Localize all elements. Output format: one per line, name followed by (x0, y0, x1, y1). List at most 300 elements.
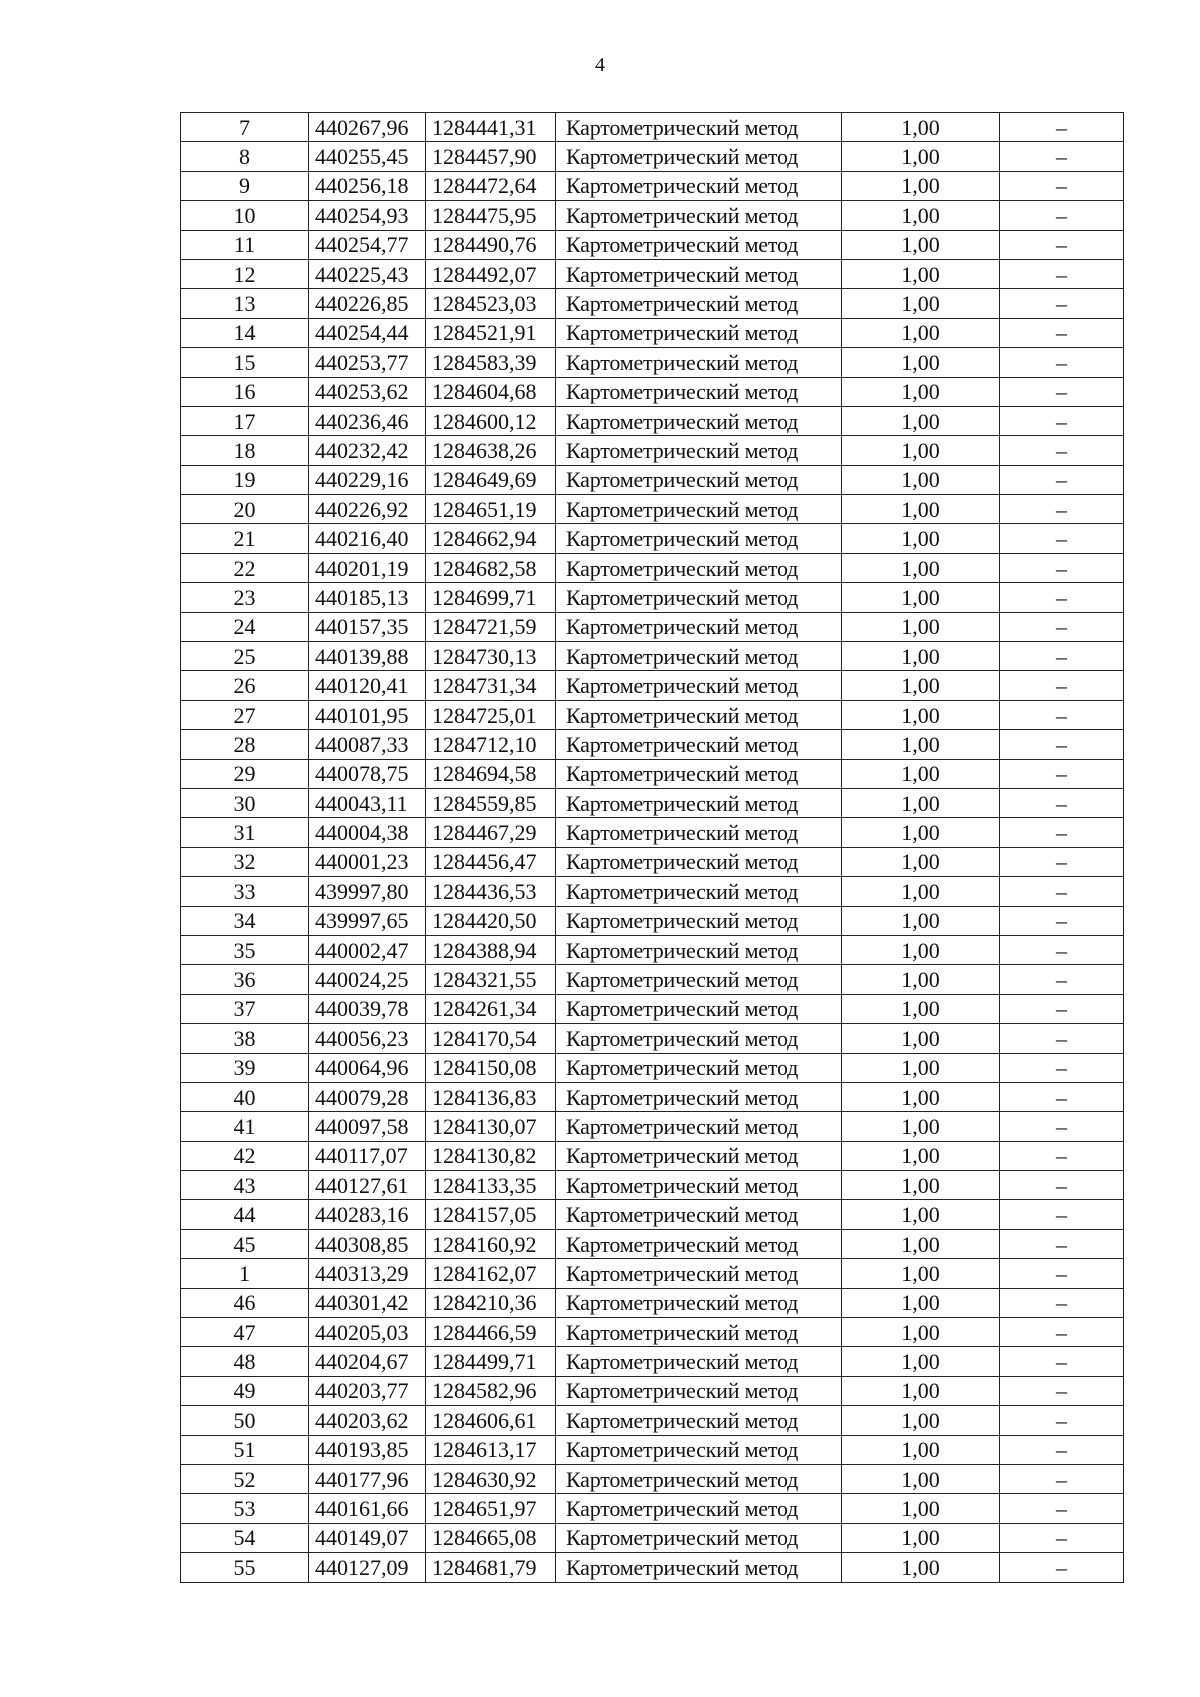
description-cell: – (1000, 994, 1124, 1023)
x-coordinate-cell: 440079,28 (309, 1082, 426, 1111)
method-cell: Картометрический метод (556, 348, 842, 377)
y-coordinate-cell: 1284600,12 (426, 406, 556, 435)
table-row (181, 377, 1124, 406)
point-number-cell: 28 (181, 730, 309, 759)
table-row (181, 1553, 1124, 1582)
y-coordinate-cell: 1284681,79 (426, 1553, 556, 1582)
x-coordinate-cell: 440139,88 (309, 642, 426, 671)
point-number-cell: 50 (181, 1406, 309, 1435)
accuracy-cell: 1,00 (842, 1347, 1000, 1376)
table-row (181, 142, 1124, 171)
point-number-cell: 29 (181, 759, 309, 788)
table-row (181, 935, 1124, 964)
y-coordinate-cell: 1284606,61 (426, 1406, 556, 1435)
description-cell: – (1000, 1494, 1124, 1523)
method-cell: Картометрический метод (556, 965, 842, 994)
table-row (181, 348, 1124, 377)
x-coordinate-cell: 440161,66 (309, 1494, 426, 1523)
y-coordinate-cell: 1284492,07 (426, 259, 556, 288)
table-row (181, 1082, 1124, 1111)
point-number-cell: 48 (181, 1347, 309, 1376)
x-coordinate-cell: 440232,42 (309, 436, 426, 465)
y-coordinate-cell: 1284682,58 (426, 553, 556, 582)
method-cell: Картометрический метод (556, 877, 842, 906)
point-number-cell: 49 (181, 1376, 309, 1405)
point-number-cell: 54 (181, 1523, 309, 1552)
point-number-cell: 21 (181, 524, 309, 553)
description-cell: – (1000, 1376, 1124, 1405)
accuracy-cell: 1,00 (842, 1464, 1000, 1493)
x-coordinate-cell: 440253,62 (309, 377, 426, 406)
x-coordinate-cell: 440149,07 (309, 1523, 426, 1552)
method-cell: Картометрический метод (556, 730, 842, 759)
point-number-cell: 31 (181, 818, 309, 847)
table-row (181, 1318, 1124, 1347)
method-cell: Картометрический метод (556, 230, 842, 259)
point-number-cell: 27 (181, 700, 309, 729)
method-cell: Картометрический метод (556, 700, 842, 729)
point-number-cell: 26 (181, 671, 309, 700)
x-coordinate-cell: 440024,25 (309, 965, 426, 994)
x-coordinate-cell: 440313,29 (309, 1259, 426, 1288)
y-coordinate-cell: 1284130,07 (426, 1112, 556, 1141)
description-cell: – (1000, 818, 1124, 847)
y-coordinate-cell: 1284261,34 (426, 994, 556, 1023)
description-cell: – (1000, 289, 1124, 318)
point-number-cell: 53 (181, 1494, 309, 1523)
description-cell: – (1000, 642, 1124, 671)
table-row (181, 583, 1124, 612)
y-coordinate-cell: 1284456,47 (426, 847, 556, 876)
y-coordinate-cell: 1284523,03 (426, 289, 556, 318)
method-cell: Картометрический метод (556, 259, 842, 288)
x-coordinate-cell: 440117,07 (309, 1141, 426, 1170)
method-cell: Картометрический метод (556, 759, 842, 788)
point-number-cell: 33 (181, 877, 309, 906)
accuracy-cell: 1,00 (842, 1523, 1000, 1552)
point-number-cell: 44 (181, 1200, 309, 1229)
description-cell: – (1000, 436, 1124, 465)
table-row (181, 1435, 1124, 1464)
accuracy-cell: 1,00 (842, 1024, 1000, 1053)
description-cell: – (1000, 788, 1124, 817)
point-number-cell: 36 (181, 965, 309, 994)
method-cell: Картометрический метод (556, 1406, 842, 1435)
method-cell: Картометрический метод (556, 1200, 842, 1229)
x-coordinate-cell: 440226,85 (309, 289, 426, 318)
y-coordinate-cell: 1284162,07 (426, 1259, 556, 1288)
x-coordinate-cell: 440002,47 (309, 935, 426, 964)
method-cell: Картометрический метод (556, 994, 842, 1023)
accuracy-cell: 1,00 (842, 965, 1000, 994)
description-cell: – (1000, 1024, 1124, 1053)
description-cell: – (1000, 495, 1124, 524)
description-cell: – (1000, 1288, 1124, 1317)
point-number-cell: 55 (181, 1553, 309, 1582)
y-coordinate-cell: 1284130,82 (426, 1141, 556, 1170)
table-row (181, 994, 1124, 1023)
method-cell: Картометрический метод (556, 171, 842, 200)
accuracy-cell: 1,00 (842, 583, 1000, 612)
y-coordinate-cell: 1284136,83 (426, 1082, 556, 1111)
y-coordinate-cell: 1284721,59 (426, 612, 556, 641)
table-row (181, 759, 1124, 788)
method-cell: Картометрический метод (556, 906, 842, 935)
x-coordinate-cell: 440120,41 (309, 671, 426, 700)
accuracy-cell: 1,00 (842, 259, 1000, 288)
x-coordinate-cell: 440127,61 (309, 1171, 426, 1200)
accuracy-cell: 1,00 (842, 1435, 1000, 1464)
method-cell: Картометрический метод (556, 553, 842, 582)
description-cell: – (1000, 1259, 1124, 1288)
point-number-cell: 23 (181, 583, 309, 612)
method-cell: Картометрический метод (556, 377, 842, 406)
accuracy-cell: 1,00 (842, 906, 1000, 935)
method-cell: Картометрический метод (556, 1376, 842, 1405)
accuracy-cell: 1,00 (842, 436, 1000, 465)
point-number-cell: 37 (181, 994, 309, 1023)
table-row (181, 1259, 1124, 1288)
accuracy-cell: 1,00 (842, 847, 1000, 876)
y-coordinate-cell: 1284583,39 (426, 348, 556, 377)
x-coordinate-cell: 440001,23 (309, 847, 426, 876)
description-cell: – (1000, 935, 1124, 964)
accuracy-cell: 1,00 (842, 1053, 1000, 1082)
description-cell: – (1000, 700, 1124, 729)
y-coordinate-cell: 1284475,95 (426, 201, 556, 230)
point-number-cell: 16 (181, 377, 309, 406)
y-coordinate-cell: 1284630,92 (426, 1464, 556, 1493)
point-number-cell: 46 (181, 1288, 309, 1317)
y-coordinate-cell: 1284210,36 (426, 1288, 556, 1317)
method-cell: Картометрический метод (556, 583, 842, 612)
y-coordinate-cell: 1284730,13 (426, 642, 556, 671)
method-cell: Картометрический метод (556, 524, 842, 553)
method-cell: Картометрический метод (556, 436, 842, 465)
description-cell: – (1000, 1435, 1124, 1464)
table-row (181, 906, 1124, 935)
table-row (181, 553, 1124, 582)
table-row (181, 171, 1124, 200)
x-coordinate-cell: 440254,77 (309, 230, 426, 259)
point-number-cell: 1 (181, 1259, 309, 1288)
point-number-cell: 12 (181, 259, 309, 288)
y-coordinate-cell: 1284694,58 (426, 759, 556, 788)
x-coordinate-cell: 440201,19 (309, 553, 426, 582)
accuracy-cell: 1,00 (842, 994, 1000, 1023)
method-cell: Картометрический метод (556, 788, 842, 817)
y-coordinate-cell: 1284170,54 (426, 1024, 556, 1053)
accuracy-cell: 1,00 (842, 788, 1000, 817)
y-coordinate-cell: 1284604,68 (426, 377, 556, 406)
table-row (181, 1141, 1124, 1170)
method-cell: Картометрический метод (556, 1141, 842, 1170)
point-number-cell: 19 (181, 465, 309, 494)
method-cell: Картометрический метод (556, 1435, 842, 1464)
method-cell: Картометрический метод (556, 671, 842, 700)
description-cell: – (1000, 1229, 1124, 1258)
table-row (181, 700, 1124, 729)
method-cell: Картометрический метод (556, 201, 842, 230)
table-row (181, 818, 1124, 847)
method-cell: Картометрический метод (556, 935, 842, 964)
table-row (181, 1024, 1124, 1053)
accuracy-cell: 1,00 (842, 1112, 1000, 1141)
description-cell: – (1000, 759, 1124, 788)
accuracy-cell: 1,00 (842, 1259, 1000, 1288)
description-cell: – (1000, 1082, 1124, 1111)
description-cell: – (1000, 1523, 1124, 1552)
y-coordinate-cell: 1284467,29 (426, 818, 556, 847)
accuracy-cell: 1,00 (842, 201, 1000, 230)
table-row (181, 1112, 1124, 1141)
table-row (181, 289, 1124, 318)
accuracy-cell: 1,00 (842, 1229, 1000, 1258)
y-coordinate-cell: 1284662,94 (426, 524, 556, 553)
point-number-cell: 9 (181, 171, 309, 200)
table-row (181, 1376, 1124, 1405)
y-coordinate-cell: 1284638,26 (426, 436, 556, 465)
method-cell: Картометрический метод (556, 642, 842, 671)
x-coordinate-cell: 440078,75 (309, 759, 426, 788)
point-number-cell: 13 (181, 289, 309, 318)
x-coordinate-cell: 440157,35 (309, 612, 426, 641)
y-coordinate-cell: 1284388,94 (426, 935, 556, 964)
accuracy-cell: 1,00 (842, 524, 1000, 553)
method-cell: Картометрический метод (556, 1288, 842, 1317)
x-coordinate-cell: 440226,92 (309, 495, 426, 524)
table-row (181, 201, 1124, 230)
accuracy-cell: 1,00 (842, 877, 1000, 906)
y-coordinate-cell: 1284559,85 (426, 788, 556, 817)
point-number-cell: 10 (181, 201, 309, 230)
description-cell: – (1000, 465, 1124, 494)
accuracy-cell: 1,00 (842, 1082, 1000, 1111)
x-coordinate-cell: 440203,77 (309, 1376, 426, 1405)
x-coordinate-cell: 440254,93 (309, 201, 426, 230)
method-cell: Картометрический метод (556, 847, 842, 876)
accuracy-cell: 1,00 (842, 113, 1000, 142)
x-coordinate-cell: 440229,16 (309, 465, 426, 494)
x-coordinate-cell: 440205,03 (309, 1318, 426, 1347)
x-coordinate-cell: 440004,38 (309, 818, 426, 847)
accuracy-cell: 1,00 (842, 818, 1000, 847)
point-number-cell: 42 (181, 1141, 309, 1170)
description-cell: – (1000, 877, 1124, 906)
y-coordinate-cell: 1284150,08 (426, 1053, 556, 1082)
table-row (181, 730, 1124, 759)
accuracy-cell: 1,00 (842, 1200, 1000, 1229)
point-number-cell: 51 (181, 1435, 309, 1464)
table-row (181, 642, 1124, 671)
y-coordinate-cell: 1284441,31 (426, 113, 556, 142)
table-row (181, 1171, 1124, 1200)
y-coordinate-cell: 1284712,10 (426, 730, 556, 759)
description-cell: – (1000, 1200, 1124, 1229)
point-number-cell: 32 (181, 847, 309, 876)
accuracy-cell: 1,00 (842, 671, 1000, 700)
point-number-cell: 18 (181, 436, 309, 465)
description-cell: – (1000, 906, 1124, 935)
accuracy-cell: 1,00 (842, 1494, 1000, 1523)
table-row (181, 1229, 1124, 1258)
table-row (181, 1406, 1124, 1435)
point-number-cell: 25 (181, 642, 309, 671)
x-coordinate-cell: 440185,13 (309, 583, 426, 612)
accuracy-cell: 1,00 (842, 730, 1000, 759)
method-cell: Картометрический метод (556, 818, 842, 847)
method-cell: Картометрический метод (556, 1259, 842, 1288)
description-cell: – (1000, 142, 1124, 171)
table-row (181, 259, 1124, 288)
x-coordinate-cell: 439997,65 (309, 906, 426, 935)
point-number-cell: 11 (181, 230, 309, 259)
point-number-cell: 24 (181, 612, 309, 641)
table-row (181, 788, 1124, 817)
y-coordinate-cell: 1284160,92 (426, 1229, 556, 1258)
x-coordinate-cell: 440253,77 (309, 348, 426, 377)
accuracy-cell: 1,00 (842, 1318, 1000, 1347)
x-coordinate-cell: 440043,11 (309, 788, 426, 817)
point-number-cell: 15 (181, 348, 309, 377)
accuracy-cell: 1,00 (842, 759, 1000, 788)
x-coordinate-cell: 440056,23 (309, 1024, 426, 1053)
table-row (181, 1288, 1124, 1317)
table-row (181, 230, 1124, 259)
table-row (181, 524, 1124, 553)
point-number-cell: 38 (181, 1024, 309, 1053)
method-cell: Картометрический метод (556, 1553, 842, 1582)
method-cell: Картометрический метод (556, 318, 842, 347)
point-number-cell: 34 (181, 906, 309, 935)
accuracy-cell: 1,00 (842, 1288, 1000, 1317)
x-coordinate-cell: 440216,40 (309, 524, 426, 553)
method-cell: Картометрический метод (556, 142, 842, 171)
description-cell: – (1000, 1553, 1124, 1582)
table-row (181, 965, 1124, 994)
x-coordinate-cell: 440203,62 (309, 1406, 426, 1435)
point-number-cell: 30 (181, 788, 309, 817)
table-row (181, 1200, 1124, 1229)
description-cell: – (1000, 847, 1124, 876)
table-row (181, 406, 1124, 435)
point-number-cell: 47 (181, 1318, 309, 1347)
accuracy-cell: 1,00 (842, 289, 1000, 318)
coordinates-table-body (181, 113, 1124, 1583)
accuracy-cell: 1,00 (842, 377, 1000, 406)
method-cell: Картометрический метод (556, 406, 842, 435)
point-number-cell: 41 (181, 1112, 309, 1141)
x-coordinate-cell: 440283,16 (309, 1200, 426, 1229)
method-cell: Картометрический метод (556, 612, 842, 641)
accuracy-cell: 1,00 (842, 495, 1000, 524)
point-number-cell: 39 (181, 1053, 309, 1082)
table-row (181, 1464, 1124, 1493)
description-cell: – (1000, 1318, 1124, 1347)
x-coordinate-cell: 439997,80 (309, 877, 426, 906)
point-number-cell: 40 (181, 1082, 309, 1111)
point-number-cell: 22 (181, 553, 309, 582)
method-cell: Картометрический метод (556, 1464, 842, 1493)
y-coordinate-cell: 1284490,76 (426, 230, 556, 259)
y-coordinate-cell: 1284582,96 (426, 1376, 556, 1405)
method-cell: Картометрический метод (556, 1523, 842, 1552)
x-coordinate-cell: 440087,33 (309, 730, 426, 759)
method-cell: Картометрический метод (556, 465, 842, 494)
point-number-cell: 14 (181, 318, 309, 347)
accuracy-cell: 1,00 (842, 1141, 1000, 1170)
y-coordinate-cell: 1284420,50 (426, 906, 556, 935)
description-cell: – (1000, 1053, 1124, 1082)
method-cell: Картометрический метод (556, 495, 842, 524)
accuracy-cell: 1,00 (842, 700, 1000, 729)
point-number-cell: 45 (181, 1229, 309, 1258)
x-coordinate-cell: 440236,46 (309, 406, 426, 435)
y-coordinate-cell: 1284613,17 (426, 1435, 556, 1464)
description-cell: – (1000, 1464, 1124, 1493)
x-coordinate-cell: 440256,18 (309, 171, 426, 200)
table-row (181, 318, 1124, 347)
x-coordinate-cell: 440101,95 (309, 700, 426, 729)
table-row (181, 436, 1124, 465)
method-cell: Картометрический метод (556, 1082, 842, 1111)
accuracy-cell: 1,00 (842, 142, 1000, 171)
y-coordinate-cell: 1284133,35 (426, 1171, 556, 1200)
accuracy-cell: 1,00 (842, 553, 1000, 582)
description-cell: – (1000, 171, 1124, 200)
y-coordinate-cell: 1284731,34 (426, 671, 556, 700)
description-cell: – (1000, 348, 1124, 377)
method-cell: Картометрический метод (556, 1229, 842, 1258)
y-coordinate-cell: 1284521,91 (426, 318, 556, 347)
method-cell: Картометрический метод (556, 1171, 842, 1200)
description-cell: – (1000, 553, 1124, 582)
description-cell: – (1000, 230, 1124, 259)
x-coordinate-cell: 440193,85 (309, 1435, 426, 1464)
description-cell: – (1000, 1171, 1124, 1200)
table-row (181, 612, 1124, 641)
y-coordinate-cell: 1284321,55 (426, 965, 556, 994)
y-coordinate-cell: 1284665,08 (426, 1523, 556, 1552)
description-cell: – (1000, 524, 1124, 553)
accuracy-cell: 1,00 (842, 406, 1000, 435)
method-cell: Картометрический метод (556, 113, 842, 142)
description-cell: – (1000, 1141, 1124, 1170)
table-row (181, 1494, 1124, 1523)
point-number-cell: 43 (181, 1171, 309, 1200)
description-cell: – (1000, 406, 1124, 435)
point-number-cell: 7 (181, 113, 309, 142)
y-coordinate-cell: 1284499,71 (426, 1347, 556, 1376)
description-cell: – (1000, 612, 1124, 641)
y-coordinate-cell: 1284457,90 (426, 142, 556, 171)
x-coordinate-cell: 440255,45 (309, 142, 426, 171)
description-cell: – (1000, 1347, 1124, 1376)
accuracy-cell: 1,00 (842, 1553, 1000, 1582)
point-number-cell: 8 (181, 142, 309, 171)
accuracy-cell: 1,00 (842, 230, 1000, 259)
accuracy-cell: 1,00 (842, 171, 1000, 200)
accuracy-cell: 1,00 (842, 318, 1000, 347)
y-coordinate-cell: 1284466,59 (426, 1318, 556, 1347)
x-coordinate-cell: 440254,44 (309, 318, 426, 347)
page-number: 4 (595, 54, 605, 76)
description-cell: – (1000, 318, 1124, 347)
x-coordinate-cell: 440039,78 (309, 994, 426, 1023)
y-coordinate-cell: 1284436,53 (426, 877, 556, 906)
accuracy-cell: 1,00 (842, 348, 1000, 377)
y-coordinate-cell: 1284651,97 (426, 1494, 556, 1523)
